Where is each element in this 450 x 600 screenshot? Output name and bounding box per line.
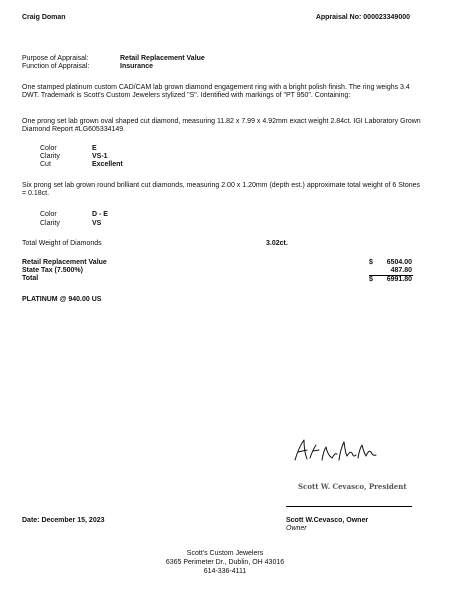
signature-printed-name	[298, 476, 410, 494]
side-clarity-value: VS	[92, 220, 102, 227]
center-clarity-label: Clarity	[40, 153, 60, 160]
side-stones-color-row	[40, 211, 430, 219]
client-name: Craig Doman	[22, 14, 66, 21]
side-clarity-label: Clarity	[40, 220, 60, 227]
footer-address: 6365 Perimeter Dr., Dublin, OH 43016	[165, 559, 285, 566]
purpose-row	[22, 55, 412, 63]
center-color-value: E	[92, 145, 97, 152]
center-stone-clarity-row	[40, 153, 430, 161]
tax-label: State Tax (7.500%)	[22, 267, 83, 274]
center-stone-cut-row	[40, 161, 430, 169]
metal-price: PLATINUM @ 940.00 US	[22, 296, 102, 303]
center-stone-description: One prong set lab grown oval shaped cut diamond, measuring 11.82 x 7.99 x 4.92mm exact weight 2.84ct. IGI Laboratory Grown Diamond Report #LG605334149.	[22, 118, 421, 134]
center-cut-label: Cut	[40, 161, 51, 168]
signer-name: Scott W.Cevasco, Owner	[286, 517, 369, 524]
center-stone-color-row	[40, 145, 430, 153]
retail-value: 6504.00	[386, 259, 412, 266]
function-value: Insurance	[120, 63, 154, 70]
center-cut-value: Excellent	[92, 161, 123, 168]
retail-currency: $	[369, 259, 373, 266]
center-clarity-value: VS-1	[92, 153, 108, 160]
purpose-value: Retail Replacement Value	[120, 55, 205, 62]
side-color-value: D - E	[92, 211, 108, 218]
retail-value-label: Retail Replacement Value	[22, 259, 107, 266]
appraisal-date: Date: December 15, 2023	[22, 517, 105, 524]
total-value: 6991.80	[386, 276, 412, 283]
total-currency: $	[369, 276, 373, 283]
signature-line	[286, 506, 412, 507]
total-weight-value: 3.02ct.	[266, 240, 288, 247]
handwritten-signature	[292, 436, 382, 466]
total-weight-label: Total Weight of Diamonds	[22, 240, 102, 247]
footer-company: Scott's Custom Jewelers	[186, 550, 264, 557]
side-stones-clarity-row	[40, 220, 430, 228]
tax-value: 487.80	[390, 267, 412, 274]
signature-name-text: Scott W. Cevasco, President	[298, 482, 407, 491]
function-row	[22, 63, 412, 71]
appraisal-number: Appraisal No: 000023349000	[315, 14, 410, 21]
side-color-label: Color	[40, 211, 57, 218]
purpose-label: Purpose of Appraisal:	[22, 55, 89, 62]
total-label: Total	[22, 275, 39, 282]
footer-phone: 614-336-4111	[203, 568, 247, 575]
side-stones-description: Six prong set lab grown round brilliant cut diamonds, measuring 2.00 x 1.20mm (depth est.) approximate total weight of 6 Stones = 0.18ct.	[22, 182, 421, 198]
signer-role: Owner	[286, 525, 307, 532]
ring-description: One stamped platinum custom CAD/CAM lab grown diamond engagement ring with a bright polish finish. The ring weighs 3.4 DWT. Trademark is Scott's Custom Jewelers stylized "S". Identified with markings of "PT 950". Containing:	[22, 84, 410, 100]
center-color-label: Color	[40, 145, 57, 152]
function-label: Function of Appraisal:	[22, 63, 90, 70]
